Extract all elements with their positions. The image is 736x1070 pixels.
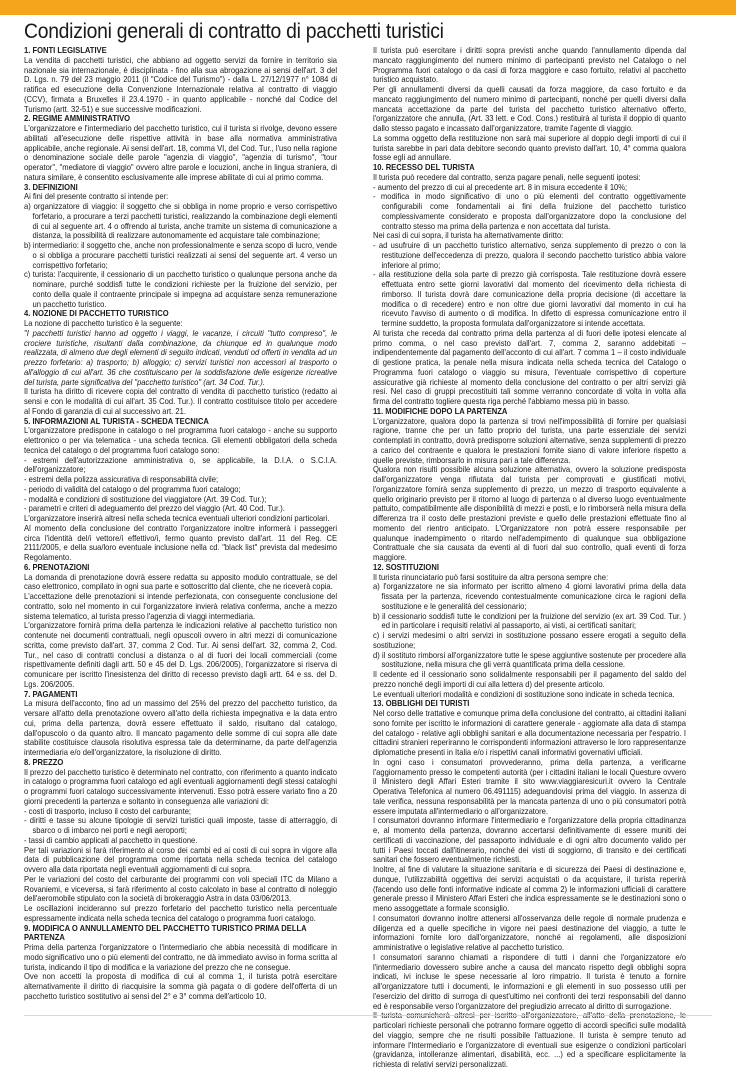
section-heading: 7. PAGAMENTI	[24, 689, 78, 699]
paragraph: - modalità e condizioni di sostituzione del viaggiatore (Art. 39 Cod. Tur.);	[24, 494, 267, 504]
paragraph: La misura dell'acconto, fino ad un massimo del 25% del prezzo del pacchetto turistico, da versare all'atto della prenotazione ovvero all'atto della richiesta impegnativa e la data entro cui, prima della partenza, dovrà essere effettuato il saldo, risultano dal catalogo, dall'opuscolo o da quanto altro. Il mancato pagamento delle somme di cui sopra alle date stabilite costituisce clausola risolutiva espressa tale da determinarne, da parte dell'agenzia intermediaria e/o dell'organizzatore, la risoluzione di diritto.	[24, 699, 338, 757]
paragraph: La domanda di prenotazione dovrà essere redatta su apposito modulo contrattuale, se del caso elettronico, compilato in ogni sua parte e sottoscritto dal cliente, che ne riceverà copia.	[24, 572, 338, 592]
paragraph: Per tali variazioni si farà riferimento al corso dei cambi ed ai costi di cui sopra in vigore alla data di pubblicazione del programma come riportata nella scheda tecnica del catalogo ovvero alla data riportata negli eventuali aggiornamenti di cui sopra.	[24, 845, 338, 874]
paragraph: - ad usufruire di un pacchetto turistico alternativo, senza supplemento di prezzo o con la restituzione dell'eccedenza di prezzo, qualora il secondo pacchetto turistico abbia valore inferiore al primo;	[373, 241, 687, 270]
paragraph: c) i servizi medesimi o altri servizi in sostituzione possano essere erogati a seguito della sostituzione;	[373, 631, 687, 650]
paragraph: Ove non accetti la proposta di modifica di cui al comma 1, il turista potrà esercitare alternativamente il diritto di riacquisire la somma già pagata o di godere dell'offerta di un pacchetto turistico sostitutivo ai sensi del 2° e 3° comma dell'articolo 10.	[24, 972, 338, 1001]
page-title: Condizioni generali di contratto di pacchetti turistici	[24, 19, 444, 43]
paragraph: I consumatori dovranno inoltre attenersi all'osservanza delle regole di normale prudenza e diligenza ed a quelle specifiche in vigore nei paesi destinazione del viaggio, a tutte le informazioni fornite loro dall'organizzatore, nonché ai regolamenti, alle disposizioni amministrative o legislative relative al pacchetto turistico.	[373, 913, 687, 952]
paragraph: Al turista che receda dal contratto prima della partenza al di fuori delle ipotesi elencate al primo comma, o nel caso previsto dall'art. 7, comma 2, saranno addebitati – indipendentemente dal pagamento dell'acconto di cui all'art. 7 comma 1 – il costo individuale di gestione pratica, la penale nella misura indicata nella scheda tecnica del Catalogo o Programma fuori catalogo o viaggio su misura, l'eventuale corrispettivo di coperture assicurative già richieste al momento della conclusione del contratto o per altri servizi già resi. Nel caso di gruppi precostituiti tali somme verranno concordate di volta in volta alla firma del contratto togliere questa riga perché l'abbiamo messa più in basso.	[373, 328, 687, 406]
paragraph: L'organizzatore inserirà altresì nella scheda tecnica eventuali ulteriori condizioni particolari.	[24, 514, 330, 523]
section-heading: 11. MODIFICHE DOPO LA PARTENZA	[373, 406, 508, 416]
section-heading: 3. DEFINIZIONI	[24, 182, 78, 192]
paragraph: Il turista ha diritto di ricevere copia del contratto di vendita di pacchetto turistico (redatto ai sensi e con le modalità di cui all'art. 35 Cod. Tur.). Il contratto costituisce titolo per accedere al Fondo di garanzia di cui al successivo art. 21.	[24, 387, 338, 416]
paragraph: L'accettazione delle prenotazioni si intende perfezionata, con conseguente conclusione del contratto, solo nel momento in cui l'organizzatore invierà relativa conferma, anche a mezzo sistema telematico, al turista presso l'agenzia di viaggi intermediaria.	[24, 592, 338, 621]
section-heading: 5. INFORMAZIONI AL TURISTA - SCHEDA TECNICA	[24, 416, 209, 426]
paragraph: I consumatori saranno chiamati a rispondere di tutti i danni che l'organizzatore e/o l'intermediario dovessero subire anche a causa del mancato rispetto degli obblighi sopra indicati, ivi incluse le spese necessarie al loro rimpatrio. Il turista è tenuto a fornire all'organizzatore tutti i documenti, le informazioni e gli elementi in suo possesso utili per l'esercizio del diritto di surroga di quest'ultimo nei confronti dei terzi responsabili del danno ed è responsabile verso l'organizzatore del pregiudizio arrecato al diritto di surrogazione.	[373, 952, 687, 1011]
section-heading: 9. MODIFICA O ANNULLAMENTO DEL PACCHETTO TURISTICO PRIMA DELLA PARTENZA	[24, 923, 307, 943]
paragraph: L'organizzatore e l'intermediario del pacchetto turistico, cui il turista si rivolge, devono essere abilitati all'esecuzione delle rispettive attività in base alla normativa amministrativa applicabile, anche regionale. Ai sensi dell'art. 18, comma VI, del Cod. Tur., l'uso nella ragione o denominazione sociale delle parole "agenzia di viaggio", "agenzia di turismo", "tour operator", "mediatore di viaggio" ovvero altre parole e locuzioni, anche in lingua straniera, di natura similare, è consentito esclusivamente alle imprese abilitate di cui al primo comma.	[24, 124, 338, 182]
section-heading: 13. OBBLIGHI DEI TURISTI	[373, 699, 470, 709]
section-heading: 12. SOSTITUZIONI	[373, 562, 439, 572]
paragraph: a) l'organizzatore ne sia informato per iscritto almeno 4 giorni lavorativi prima della data fissata per la partenza, ricevendo contestualmente comunicazione circa le ragioni della sostituzione e le generalità del cessionario;	[373, 582, 687, 611]
paragraph: La vendita di pacchetti turistici, che abbiano ad oggetto servizi da fornire in territorio sia nazionale sia internazionale, è disciplinata - fino alla sua abrogazione ai sensi dell'art. 3 del D. Lgs. n. 79 del 23 maggio 2011 (il "Codice del Turismo") - dalla L. 27/12/1977 n° 1084 di ratifica ed esecuzione della Convenzione Internazionale relativa al contratto di viaggio (CCV), firmata a Bruxelles il 23.4.1970 - in quanto applicabile - nonché dal Codice del Turismo (artt. 32-51) e sue successive modificazioni.	[24, 55, 338, 114]
paragraph: Il turista può recedere dal contratto, senza pagare penali, nelle seguenti ipotesi:	[373, 172, 641, 182]
header-accent-bar	[0, 0, 736, 15]
left-column	[24, 46, 337, 1002]
paragraph: - tassi di cambio applicati al pacchetto in questione.	[24, 835, 198, 845]
right-column	[373, 46, 686, 1070]
paragraph: b) intermediario: il soggetto che, anche non professionalmente e senza scopo di lucro, vende o si obbliga a procurare pacchetti turistici realizzati ai sensi del seguente art. 4 verso un corrispettivo forfetario;	[24, 241, 338, 270]
paragraph: Prima della partenza l'organizzatore o l'intermediario che abbia necessità di modificare in modo significativo uno o più elementi del contratto, ne dà immediato avviso in forma scritta al turista, indicando il tipo di modifica e la variazione del prezzo che ne consegue.	[24, 943, 338, 972]
paragraph: - aumento del prezzo di cui al precedente art. 8 in misura eccedente il 10%;	[373, 182, 628, 192]
paragraph: b) il cessionario soddisfi tutte le condizioni per la fruizione del servizio (ex art. 39 Cod. Tur. ) ed in particolare i requisiti relativi al passaporto, ai visti, ai certificati sanitari;	[373, 611, 687, 631]
paragraph: Il cedente ed il cessionario sono solidalmente responsabili per il pagamento del saldo del prezzo nonché degli importi di cui alla lettera d) del presente articolo.	[373, 670, 687, 689]
paragraph: Il turista può esercitare i diritti sopra previsti anche quando l'annullamento dipenda dal mancato raggiungimento del numero minimo di partecipanti previsto nel Catalogo o nel Programma fuori catalogo o da casi di forza maggiore e caso fortuito, relativi al pacchetto turistico acquistato.	[373, 46, 687, 85]
paragraph: La somma oggetto della restituzione non sarà mai superiore al doppio degli importi di cui il turista sarebbe in pari data debitore secondo quanto previsto dall'art. 10, 4° comma qualora fosse egli ad annullare.	[373, 133, 687, 163]
paragraph: Le eventuali ulteriori modalità e condizioni di sostituzione sono indicate in scheda tecnica.	[373, 689, 675, 699]
paragraph: In ogni caso i consumatori provvederanno, prima della partenza, a verificarne l'aggiornamento presso le competenti autorità (per i cittadini italiani le locali Questure ovvero il Ministero degli Affari Esteri tramite il sito www.viaggiaresicuri.it ovvero la Centrale Operativa Telefonica al numero 06.491115) adeguandovisi prima del viaggio. In assenza di tale verifica, nessuna responsabilità per la mancata partenza di uno o più consumatori potrà essere imputata all'intermediario o all'organizzatore.	[373, 757, 687, 816]
paragraph: Per gli annullamenti diversi da quelli causati da forza maggiore, da caso fortuito e da mancato raggiungimento del numero minimo di partecipanti, nonché per quelli diversi dalla mancata accettazione da parte del turista del pacchetto turistico alternativo offerto, l'organizzatore che annulla, (Art. 33 lett. e Cod. Cons.) restituirà al turista il doppio di quanto dallo stesso pagato e incassato dall'organizzatore, tramite l'agente di viaggio.	[373, 85, 687, 133]
section-heading: 1. FONTI LEGISLATIVE	[24, 46, 107, 55]
paragraph: Le oscillazioni incideranno sul prezzo forfetario del pacchetto turistico nella percentuale espressamente indicata nella scheda tecnica del catalogo o programma fuori catalogo.	[24, 904, 338, 923]
paragraph: L'organizzatore, qualora dopo la partenza si trovi nell'impossibilità di fornire per qualsiasi ragione, tranne che per un fatto proprio del turista, una parte essenziale dei servizi contemplati in contratto, dovrà predisporre soluzioni alternative, senza supplementi di prezzo a carico del contraente e qualora le prestazioni fornite siano di valore inferiore rispetto a quelle previste, rimborsarlo in misura pari a tale differenza.	[373, 416, 687, 465]
paragraph: Il turista rinunciatario può farsi sostituire da altra persona sempre che:	[373, 572, 609, 582]
section-heading: 4. NOZIONE DI PACCHETTO TURISTICO	[24, 309, 169, 319]
paragraph: particolari richieste personali che potranno formare oggetto di accordi specifici sulle modalità del viaggio, sempre che ne risulti possibile l'attuazione. Il turista è sempre tenuto ad informare l'Intermediario e l'organizzatore di eventuali sue esigenze o condizioni particolari (gravidanza, intolleranze alimentari, disabilità, ecc. ...) ed a specificare esplicitamente la richiesta di relativi servizi personalizzati.	[373, 1021, 687, 1069]
section-heading: 10. RECESSO DEL TURISTA	[373, 163, 475, 172]
paragraph: Nel corso delle trattative e comunque prima della conclusione del contratto, ai cittadini italiani sono fornite per iscritto le informazioni di carattere generale - aggiornate alla data di stampa del catalogo - relative agli obblighi sanitari e alla documentazione necessaria per l'espatrio. I cittadini stranieri reperiranno le corrispondenti informazioni attraverso le loro rappresentanze diplomatiche presenti in Italia e/o i rispettivi canali informativi governativi ufficiali.	[373, 709, 687, 757]
paragraph: - costi di trasporto, incluso il costo del carburante;	[24, 806, 192, 816]
section-heading: 6. PRENOTAZIONI	[24, 562, 90, 572]
paragraph: Al momento della conclusione del contratto l'organizzatore inoltre informerà i passeggeri circa l'identità del/i vettore/i effettivo/i, fermo quanto previsto dall'art. 11 del Reg. CE 2111/2005, e della sua/loro eventuale inclusione nella cd. "black list" prevista dal medesimo Regolamento.	[24, 523, 338, 562]
paragraph: - parametri e criteri di adeguamento del prezzo del viaggio (Art. 40 Cod. Tur.).	[24, 504, 285, 514]
section-heading: 8. PREZZO	[24, 757, 64, 767]
paragraph: Il prezzo del pacchetto turistico è determinato nel contratto, con riferimento a quanto indicato in catalogo o programma fuori catalogo ed agli eventuali aggiornamenti degli stessi cataloghi o programmi fuori catalogo successivamente intervenuti. Esso potrà essere variato fino a 20 giorni precedenti la partenza e soltanto in conseguenza alle variazioni di:	[24, 767, 338, 806]
paragraph: Inoltre, al fine di valutare la situazione sanitaria e di sicurezza dei Paesi di destinazione e, dunque, l'utilizzabilità oggettiva dei servizi acquistati o da acquistare, il turista reperirà (facendo uso delle fonti informative indicate al comma 2) le informazioni ufficiali di carattere generale presso il Ministero Affari Esteri che indica espressamente se le destinazioni sono o meno assoggettate a formale sconsiglio.	[373, 865, 687, 913]
paragraph: c) turista: l'acquirente, il cessionario di un pacchetto turistico o qualunque persona anche da nominare, purché soddisfi tutte le condizioni richieste per la fruizione del servizio, per conto della quale il contraente principale si impegna ad acquistare senza remunerazione un pacchetto turistico.	[24, 270, 338, 309]
paragraph: I consumatori dovranno informare l'intermediario e l'organizzatore della propria cittadinanza e, al momento della partenza, dovranno accertarsi definitivamente di essere muniti dei certificati di vaccinazione, del passaporto individuale e di ogni altro documento valido per tutti i Paesi toccati dall'itinerario, nonché dei visti di soggiorno, di transito e dei certificati sanitari che fossero eventualmente richiesti.	[373, 816, 687, 865]
paragraph: Per le variazioni del costo del carburante dei programmi con voli speciali ITC da Milano a Rovaniemi, e viceversa, si farà riferimento al costo calcolato in base al contratto di noleggio dell'aeromobile stipulato con la società di brokeraggio Astra in data 03/06/2013.	[24, 874, 338, 904]
paragraph: - diritti e tasse su alcune tipologie di servizi turistici quali imposte, tasse di atterraggio, di sbarco o di imbarco nei porti e negli aeroporti;	[24, 816, 338, 835]
paragraph: - alla restituzione della sola parte di prezzo già corrisposta. Tale restituzione dovrà essere effettuata entro sette giorni lavorativi dal momento del ricevimento della richiesta di rimborso. Il turista dovrà dare comunicazione della propria decisione (di accettare la modifica o di recedere) entro e non oltre due giorni lavorativi dal momento in cui ha ricevuto l'avviso di aumento o di modifica. In difetto di espressa comunicazione entro il termine suddetto, la proposta formulata dall'organizzatore si intende accettata.	[373, 270, 687, 328]
paragraph: L'organizzatore predispone in catalogo o nel programma fuori catalogo - anche su supporto elettronico o per via telematica - una scheda tecnica. Gli elementi obbligatori della scheda tecnica del catalogo o del programma fuori catalogo sono:	[24, 426, 338, 455]
paragraph: Ai fini del presente contratto si intende per:	[24, 192, 169, 202]
paragraph: - modifica in modo significativo di uno o più elementi del contratto oggettivamente configurabili come fondamentali ai fini della fruizione del pacchetto turistico complessivamente considerato e proposta dall'organizzatore dopo la conclusione del contratto stesso ma prima della partenza e non accettata dal turista.	[373, 192, 687, 231]
paragraph: "I pacchetti turistici hanno ad oggetto i viaggi, le vacanze, i circuiti "tutto compreso", le crociere turistiche, risultanti dalla combinazione, da chiunque ed in qualunque modo realizzata, di almeno due degli elementi di seguito indicati, venduti od offerti in vendita ad un prezzo forfetario: a) trasporto; b) alloggio; c) servizi turistici non accessori al trasporto o all'alloggio di cui all'art. 36 che costituiscano per la soddisfazione delle esigenze ricreative del turista, parte significativa del "pacchetto turistico" (art. 34 Cod. Tur.).	[24, 328, 338, 387]
paragraph: - estremi della polizza assicurativa di responsabilità civile;	[24, 475, 219, 484]
paragraph: Nei casi di cui sopra, il turista ha alternativamente diritto:	[373, 231, 564, 241]
paragraph: - periodo di validità del catalogo o del programma fuori catalogo;	[24, 484, 241, 494]
section-heading: 2. REGIME AMMINISTRATIVO	[24, 114, 131, 124]
paragraph: a) organizzatore di viaggio: il soggetto che si obbliga in nome proprio e verso corrispettivo forfetario, a procurare a terzi pacchetti turistici, realizzando la combinazione degli elementi di cui al seguente art. 4 o offrendo al turista, anche tramite un sistema di comunicazione a distanza, la possibilità di realizzare autonomamente ed acquistare tale combinazione;	[24, 202, 338, 241]
paragraph: La nozione di pacchetto turistico è la seguente:	[24, 319, 183, 328]
paragraph: d) il sostituto rimborsi all'organizzatore tutte le spese aggiuntive sostenute per procedere alla sostituzione, nella misura che gli verrà quantificata prima della cessione.	[373, 650, 687, 670]
paragraph: L'organizzatore fornirà prima della partenza le indicazioni relative al pacchetto turistico non contenute nei documenti contrattuali, negli opuscoli ovvero in altri mezzi di comunicazione scritta, come previsto dall'art. 37, comma 2 Cod. Tur. Ai sensi dell'art. 32, comma 2, Cod. Tur., nel caso di contratti conclusi a distanza o al di fuori dei locali commerciali (come rispettivamente definiti dagli artt. 50 e 45 del D. Lgs. 206/2005), l'organizzatore si riserva di comunicare per iscritto l'inesistenza del diritto di recesso previsto dagli artt. 64 e ss. del D. Lgs. 206/2005.	[24, 621, 338, 689]
bottom-divider	[24, 1015, 712, 1016]
paragraph: Qualora non risulti possibile alcuna soluzione alternativa, ovvero la soluzione predisposta dall'organizzatore venga rifiutata dal turista per comprovati e giustificati motivi, l'organizzatore fornirà senza supplemento di prezzo, un mezzo di trasporto equivalente a quello originario previsto per il ritorno al luogo di partenza o al diverso luogo eventualmente pattuito, compatibilmente alle disponibilità di mezzi e posti, e lo rimborserà nella misura della differenza tra il costo delle prestazioni previste e quello delle prestazioni effettuate fino al momento del rientro anticipato. L'Organizzatore non potrà essere responsabile per qualunque inadempimento o ritardo nell'adempimento di qualunque sua obbligazione Contrattuale che sia causata da eventi al di fuori dal suo controllo, quali eventi di forza maggiore.	[373, 465, 687, 562]
paragraph: - estremi dell'autorizzazione amministrativa o, se applicabile, la D.I.A. o S.C.I.A. dell'organizzatore;	[24, 455, 338, 475]
